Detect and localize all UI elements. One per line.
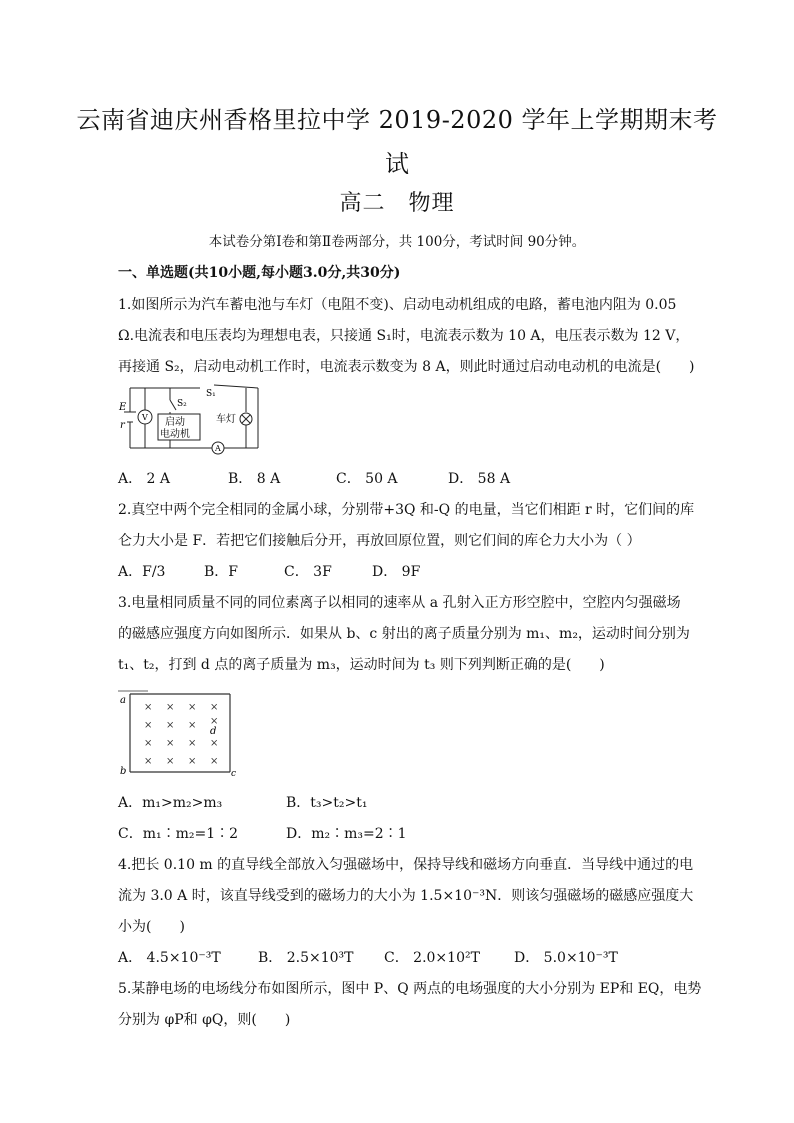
q3-text-line1: 3.电量相同质量不同的同位素离子以相同的速率从 a 孔射入正方形空腔中，空腔内匀强磁场 (118, 595, 681, 611)
svg-text:×: × (144, 738, 153, 749)
q5-text-line2: 分别为 φP和 φQ，则( ) (118, 1012, 291, 1028)
exam-title: 云南省迪庆州香格里拉中学 2019-2020 学年上学期期末考 (76, 106, 718, 134)
q4-option-c: C． 2.0×10²T (384, 950, 480, 966)
q3-fig-a-label: a (120, 695, 126, 706)
svg-text:×: × (188, 702, 197, 713)
q4-option-d: D． 5.0×10⁻³T (514, 950, 618, 966)
q1-option-c: C． 50 A (336, 471, 398, 487)
q1-text-line3: 再接通 S₂，启动电动机工作时，电流表示数变为 8 A，则此时通过启动电动机的电流是( ) (118, 359, 695, 375)
q3-option-c: C．m₁∶m₂=1∶2 (118, 826, 239, 842)
exam-title-continued: 试 (385, 150, 409, 178)
subject-title: 高二 物理 (339, 191, 455, 216)
exam-intro: 本试卷分第Ⅰ卷和第Ⅱ卷两部分，共 100分，考试时间 90分钟。 (208, 234, 586, 250)
q1-fig-ammeter-label: A (215, 444, 221, 453)
q4-option-b: B． 2.5×10³T (258, 950, 354, 966)
svg-text:×: × (188, 720, 197, 731)
q1-option-b: B． 8 A (228, 471, 281, 487)
q1-fig-lamp-label: 车灯 (216, 414, 236, 425)
q4-text-line2: 流为 3.0 A 时，该直导线受到的磁场力的大小为 1.5×10⁻³N．则该匀强磁场的磁感应强度大 (118, 888, 694, 904)
section-heading: 一、单选题(共10小题,每小题3.0分,共30分) (118, 265, 401, 281)
svg-text:×: × (188, 756, 197, 767)
q3-fig-c-label: c (231, 769, 236, 779)
q4-option-a: A． 4.5×10⁻³T (118, 950, 221, 966)
q1-option-d: D． 58 A (448, 471, 511, 487)
svg-text:×: × (144, 702, 153, 713)
q4-text-line3: 小为( ) (118, 919, 185, 935)
q1-fig-motor-label1: 启动 (165, 417, 185, 428)
q1-fig-r-label: r (120, 420, 125, 431)
svg-text:×: × (166, 720, 175, 731)
q1-text-line2: Ω.电流表和电压表均为理想电表，只接通 S₁时，电流表示数为 10 A，电压表示数为 12 V， (118, 328, 690, 344)
svg-text:×: × (144, 756, 153, 767)
q1-text-line1: 1.如图所示为汽车蓄电池与车灯（电阻不变)、启动电动机组成的电路，蓄电池内阻为 0.05 (118, 297, 677, 313)
q3-magnetic-field-diagram (118, 686, 236, 780)
q1-fig-s2-label: S₂ (177, 399, 187, 409)
q3-text-line2: 的磁感应强度方向如图所示．如果从 b、c 射出的离子质量分别为 m₁、m₂，运动时间分别为 (118, 626, 690, 642)
svg-text:×: × (166, 702, 175, 713)
q3-option-d: D．m₂∶m₃=2∶1 (286, 826, 407, 842)
q1-fig-motor-label2: 电动机 (160, 429, 190, 440)
q3-text-line3: t₁、t₂，打到 d 点的离子质量为 m₃，运动时间为 t₃ 则下列判断正确的是( ) (118, 657, 605, 673)
q2-option-b: B．F (204, 564, 239, 580)
q5-text-line1: 5.某静电场的电场线分布如图所示，图中 P、Q 两点的电场强度的大小分别为 EP和 EQ，电势 (118, 981, 702, 997)
svg-text:×: × (144, 720, 153, 731)
svg-text:×: × (210, 756, 219, 767)
q1-fig-e-label: E (119, 402, 127, 413)
q1-option-a: A． 2 A (118, 471, 171, 487)
q1-fig-s1-label: S₁ (206, 389, 216, 399)
svg-text:×: × (210, 738, 219, 749)
q1-circuit-diagram (118, 382, 270, 460)
q4-text-line1: 4.把长 0.10 m 的直导线全部放入匀强磁场中，保持导线和磁场方向垂直．当导线中通过的电 (118, 857, 694, 873)
q2-option-c: C． 3F (284, 564, 332, 580)
q2-text-line1: 2.真空中两个完全相同的金属小球，分别带+3Q 和-Q 的电量，当它们相距 r 时，它们间的库 (118, 502, 695, 518)
q2-text-line2: 仑力大小是 F．若把它们接触后分开，再放回原位置，则它们间的库仑力大小为（ ） (118, 533, 641, 549)
svg-text:×: × (210, 702, 219, 713)
q3-fig-d-label: d (210, 726, 217, 737)
svg-text:×: × (166, 756, 175, 767)
svg-text:×: × (210, 716, 219, 727)
q2-option-d: D． 9F (372, 564, 421, 580)
svg-text:×: × (188, 738, 197, 749)
svg-text:×: × (166, 738, 175, 749)
q3-option-b: B．t₃>t₂>t₁ (286, 795, 368, 811)
q3-fig-b-label: b (120, 766, 127, 777)
q3-option-a: A．m₁>m₂>m₃ (118, 795, 223, 811)
q3-fig-field-crosses (144, 702, 218, 767)
q1-fig-voltmeter-label: V (142, 413, 148, 422)
q2-option-a: A．F/3 (118, 564, 166, 580)
